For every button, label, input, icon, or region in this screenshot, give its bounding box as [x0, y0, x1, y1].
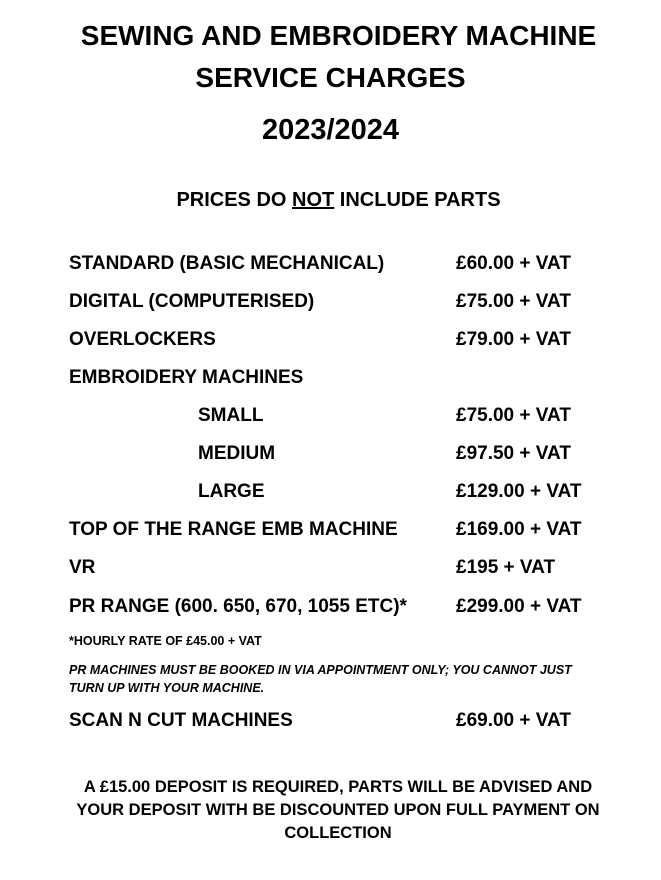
price-value: £97.50 + VAT — [456, 443, 571, 464]
hourly-rate-note: *HOURLY RATE OF £45.00 + VAT — [69, 634, 262, 648]
price-row-standard — [69, 253, 629, 279]
price-row-small — [69, 405, 629, 431]
price-label: PR RANGE (600. 650, 670, 1055 ETC)* — [69, 596, 407, 617]
title-line-1: SEWING AND EMBROIDERY MACHINE — [80, 20, 597, 51]
price-row-scan-n-cut — [69, 710, 629, 736]
price-label: VR — [69, 557, 96, 578]
price-value: £69.00 + VAT — [456, 710, 571, 731]
price-label: EMBROIDERY MACHINES — [69, 367, 304, 388]
year-heading: 2023/2024 — [261, 114, 400, 146]
price-label: SCAN N CUT MACHINES — [69, 710, 293, 731]
price-value: £299.00 + VAT — [456, 596, 582, 617]
price-label: MEDIUM — [198, 443, 276, 464]
price-row-vr — [69, 557, 629, 583]
price-label: SMALL — [198, 405, 264, 426]
price-value: £60.00 + VAT — [456, 253, 571, 274]
pr-booking-note: PR MACHINES MUST BE BOOKED IN VIA APPOINTMENT ONLY; YOU CANNOT JUST TURN UP WITH YOUR MACHINE. — [69, 663, 572, 695]
price-row-digital — [69, 291, 629, 317]
price-label: TOP OF THE RANGE EMB MACHINE — [69, 519, 398, 540]
price-value: £169.00 + VAT — [456, 519, 582, 540]
parts-notice — [0, 189, 661, 212]
price-label: DIGITAL (COMPUTERISED) — [69, 291, 315, 312]
price-value: £75.00 + VAT — [456, 291, 571, 312]
price-value: £195 + VAT — [456, 557, 556, 578]
price-value: £129.00 + VAT — [456, 481, 582, 502]
price-row-top-range — [69, 519, 629, 545]
price-label: OVERLOCKERS — [69, 329, 216, 350]
price-row-large — [69, 481, 629, 507]
price-row-pr-range — [69, 596, 629, 622]
price-value: £75.00 + VAT — [456, 405, 571, 426]
title-line-2: SERVICE CHARGES — [195, 62, 466, 93]
deposit-notice: A £15.00 DEPOSIT IS REQUIRED, PARTS WILL BE ADVISED AND YOUR DEPOSIT WITH BE DISCOUNTED UPON FULL PAYMENT ON COLLECTION — [76, 778, 600, 842]
parts-notice-after: INCLUDE PARTS — [334, 189, 501, 211]
price-row-embroidery-heading — [69, 367, 629, 393]
price-row-medium — [69, 443, 629, 469]
parts-notice-before: PRICES DO — [176, 189, 293, 211]
price-row-overlockers — [69, 329, 629, 355]
price-label: LARGE — [198, 481, 265, 502]
parts-notice-emphasis: NOT — [292, 189, 335, 211]
price-label: STANDARD (BASIC MECHANICAL) — [69, 253, 385, 274]
price-value: £79.00 + VAT — [456, 329, 571, 350]
